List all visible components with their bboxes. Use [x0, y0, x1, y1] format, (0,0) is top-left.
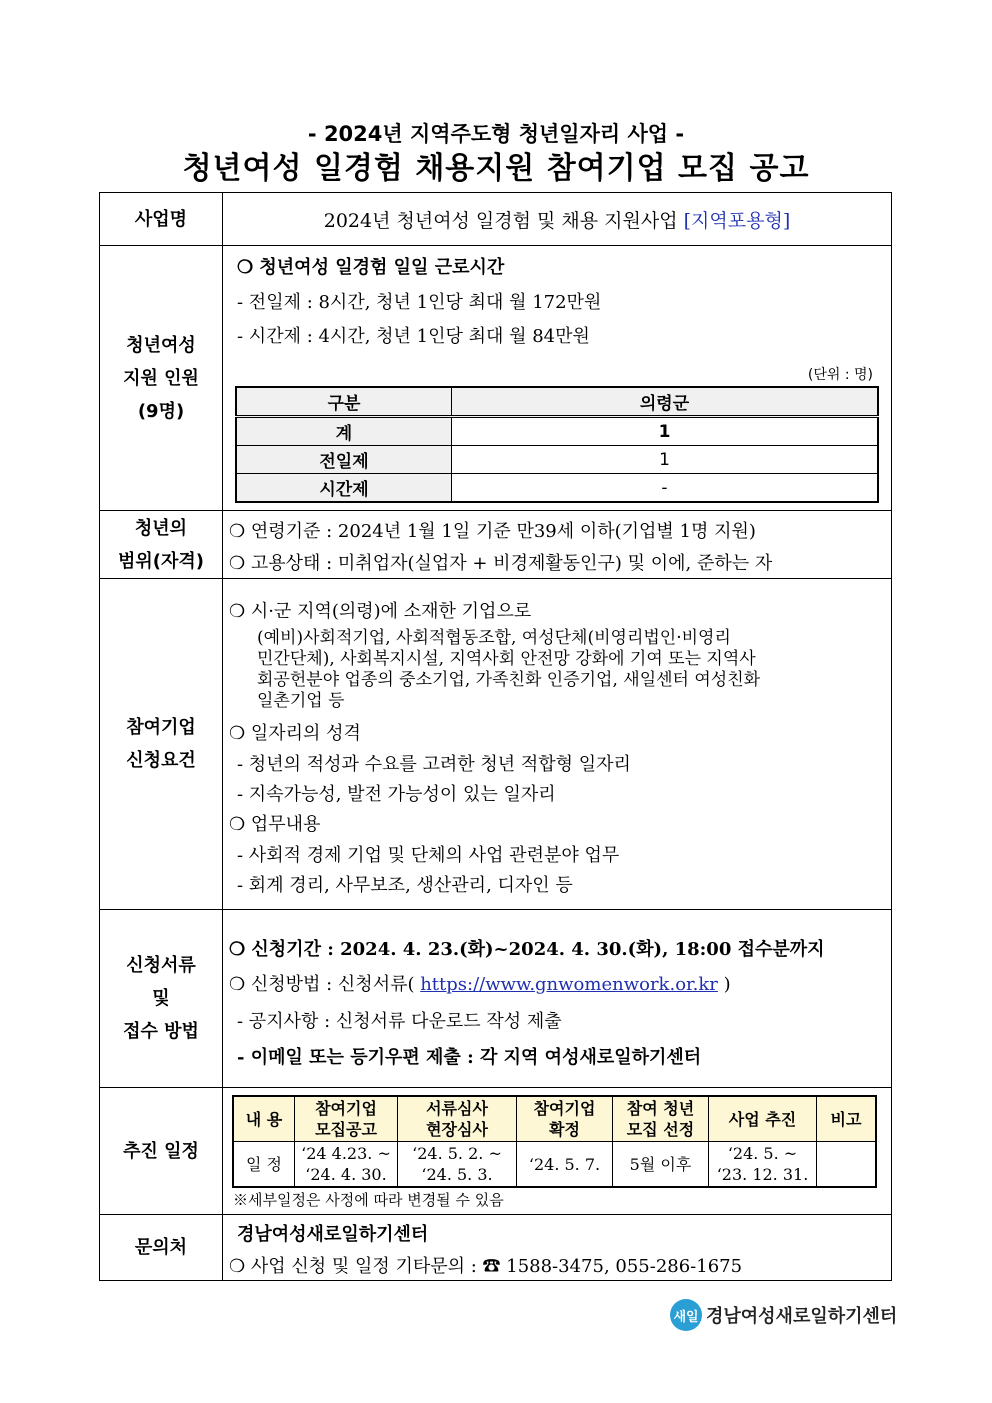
schedule-content	[223, 1088, 892, 1215]
sched-th-recruit	[295, 1096, 398, 1142]
contact-org: 경남여성새로일하기센터	[237, 1224, 429, 1245]
row-project	[100, 193, 892, 246]
req-location: ❍ 시·군 지역(의령)에 소재한 기업으로	[229, 601, 532, 622]
table-row	[236, 446, 878, 474]
label-requirements	[100, 579, 223, 910]
staff-unit: (단위 : 명)	[807, 367, 873, 383]
project-type: [지역포용형]	[683, 209, 791, 232]
req-para-3: 회공헌분야 업종의 중소기업, 가족친화 인증기업, 새일센터 여성친화	[257, 670, 761, 690]
label-requirements-1: 참여기업	[126, 717, 196, 738]
sched-td-run	[709, 1142, 817, 1188]
req-duties-2: - 회계 경리, 사무보조, 생산관리, 디자인 등	[237, 875, 573, 896]
sched-th-run: 사업 추진	[709, 1096, 817, 1142]
sched-th-confirm-1: 참여기업	[533, 1099, 596, 1118]
contact-content	[223, 1215, 892, 1281]
row-apply	[100, 910, 892, 1088]
apply-website-link[interactable]: https://www.gnwomenwork.or.kr	[420, 974, 718, 995]
sched-th-confirm	[517, 1096, 613, 1142]
label-qualification-1: 청년의	[134, 517, 188, 539]
label-apply	[100, 910, 223, 1088]
sched-td-review	[398, 1142, 517, 1188]
apply-method	[229, 970, 731, 996]
schedule-note: ※세부일정은 사정에 따라 변경될 수 있음	[233, 1191, 504, 1209]
apply-submit: - 이메일 또는 등기우편 제출 : 각 지역 여성새로일하기센터	[237, 1047, 702, 1068]
label-requirements-2: 신청요건	[126, 750, 196, 771]
qualification-age: ❍ 연령기준 : 2024년 1월 1일 기준 만39세 이하(기업별 1명 지원)	[229, 521, 756, 542]
label-apply-1: 신청서류	[126, 955, 196, 976]
staff-table-header	[236, 387, 878, 417]
sched-td-run-1: ‘24. 5. ~	[727, 1144, 798, 1163]
req-job-nature-2: - 지속가능성, 발전 가능성이 있는 일자리	[237, 784, 556, 805]
notice-subtitle: - 2024년 지역주도형 청년일자리 사업 -	[307, 122, 685, 146]
req-job-nature-1: - 청년의 적성과 수요를 고려한 청년 적합형 일자리	[237, 754, 631, 775]
req-duties: ❍ 업무내용	[229, 814, 321, 835]
label-schedule: 추진 일정	[100, 1088, 223, 1215]
sched-td-remark	[817, 1142, 877, 1188]
logo-mark-icon: 새일	[670, 1299, 702, 1331]
staff-content	[223, 246, 892, 511]
sched-th-review-2: 현장심사	[426, 1120, 488, 1139]
label-project: 사업명	[100, 193, 223, 246]
label-staff	[100, 246, 223, 511]
req-job-nature: ❍ 일자리의 성격	[229, 723, 361, 744]
requirements-content	[223, 579, 892, 910]
label-apply-2: 및	[152, 988, 170, 1009]
req-para-2: 민간단체), 사회복지시설, 지역사회 안전망 강화에 기여 또는 지역사	[257, 649, 756, 669]
staff-table	[235, 386, 879, 503]
sched-th-youth-2: 모집 선정	[626, 1120, 695, 1139]
sched-th-review	[398, 1096, 517, 1142]
sched-td-youth: 5월 이후	[613, 1142, 709, 1188]
req-duties-1: - 사회적 경제 기업 및 단체의 사업 관련분야 업무	[237, 845, 620, 866]
label-qualification-2: 범위(자격)	[117, 550, 204, 572]
staff-row-fulltime-label: 전일제	[236, 446, 452, 474]
sched-td-recruit-1: ‘24 4.23. ~	[301, 1144, 391, 1163]
sched-td-recruit	[295, 1142, 398, 1188]
schedule-header-row	[233, 1096, 876, 1142]
sched-td-review-2: ‘24. 5. 3.	[421, 1165, 493, 1184]
sched-td-confirm: ‘24. 5. 7.	[517, 1142, 613, 1188]
qualification-content	[223, 511, 892, 579]
label-apply-3: 접수 방법	[123, 1021, 199, 1042]
project-name-cell	[223, 193, 892, 246]
label-contact: 문의처	[100, 1215, 223, 1281]
label-staff-1: 청년여성	[126, 334, 196, 356]
sched-th-recruit-2: 모집공고	[315, 1120, 377, 1139]
project-name: 2024년 청년여성 일경험 및 채용 지원사업	[323, 209, 684, 232]
apply-content	[223, 910, 892, 1088]
sched-th-youth-1: 참여 청년	[626, 1099, 695, 1118]
logo-text: 경남여성새로일하기센터	[706, 1306, 898, 1327]
row-requirements	[100, 579, 892, 910]
sched-th-content: 내 용	[233, 1096, 295, 1142]
staff-th-region: 의령군	[452, 387, 879, 417]
table-row	[233, 1142, 876, 1188]
sched-th-confirm-2: 확정	[549, 1120, 580, 1139]
sched-th-recruit-1: 참여기업	[315, 1099, 377, 1118]
row-schedule	[100, 1088, 892, 1215]
sched-td-recruit-2: ‘24. 4. 30.	[305, 1165, 387, 1184]
staff-line-fulltime: - 전일제 : 8시간, 청년 1인당 최대 월 172만원	[237, 292, 602, 313]
sched-td-review-1: ‘24. 5. 2. ~	[412, 1144, 502, 1163]
req-para-4: 일촌기업 등	[257, 691, 345, 711]
apply-method-prefix: ❍ 신청방법 : 신청서류(	[229, 974, 421, 995]
staff-heading: ❍ 청년여성 일경험 일일 근로시간	[237, 257, 505, 278]
staff-row-parttime-value: -	[452, 474, 879, 503]
label-qualification	[100, 511, 223, 579]
contact-info: ❍ 사업 신청 및 일정 기타문의 : ☎ 1588-3475, 055-286-1675	[229, 1256, 743, 1277]
sched-td-run-2: ‘23. 12. 31.	[716, 1165, 809, 1184]
qualification-employment: ❍ 고용상태 : 미취업자(실업자 + 비경제활동인구) 및 이에, 준하는 자	[229, 553, 773, 574]
sched-th-youth	[613, 1096, 709, 1142]
staff-row-total-label: 계	[236, 417, 452, 446]
row-qualification	[100, 511, 892, 579]
staff-line-parttime: - 시간제 : 4시간, 청년 1인당 최대 월 84만원	[237, 326, 590, 347]
staff-row-total-value: 1	[452, 417, 879, 446]
label-staff-3: (9명)	[137, 400, 185, 422]
label-staff-2: 지원 인원	[123, 367, 199, 389]
sched-th-review-1: 서류심사	[426, 1099, 488, 1118]
sched-td-label: 일 정	[233, 1142, 295, 1188]
apply-period: ❍ 신청기간 : 2024. 4. 23.(화)~2024. 4. 30.(화), 18:00 접수분까지	[229, 939, 825, 960]
staff-row-parttime-label: 시간제	[236, 474, 452, 503]
row-contact	[100, 1215, 892, 1281]
schedule-table	[232, 1095, 877, 1188]
apply-method-suffix: )	[717, 974, 731, 995]
sched-th-remark: 비고	[817, 1096, 877, 1142]
staff-th-category: 구분	[236, 387, 452, 417]
center-logo	[670, 1298, 897, 1332]
notice-table	[99, 192, 892, 1281]
req-para-1: (예비)사회적기업, 사회적협동조합, 여성단체(비영리법인·비영리	[257, 628, 731, 648]
staff-row-fulltime-value: 1	[452, 446, 879, 474]
apply-notice: - 공지사항 : 신청서류 다운로드 작성 제출	[237, 1011, 562, 1032]
row-staff	[100, 246, 892, 511]
notice-title: 청년여성 일경험 채용지원 참여기업 모집 공고	[182, 151, 810, 186]
table-row	[236, 417, 878, 446]
table-row	[236, 474, 878, 503]
